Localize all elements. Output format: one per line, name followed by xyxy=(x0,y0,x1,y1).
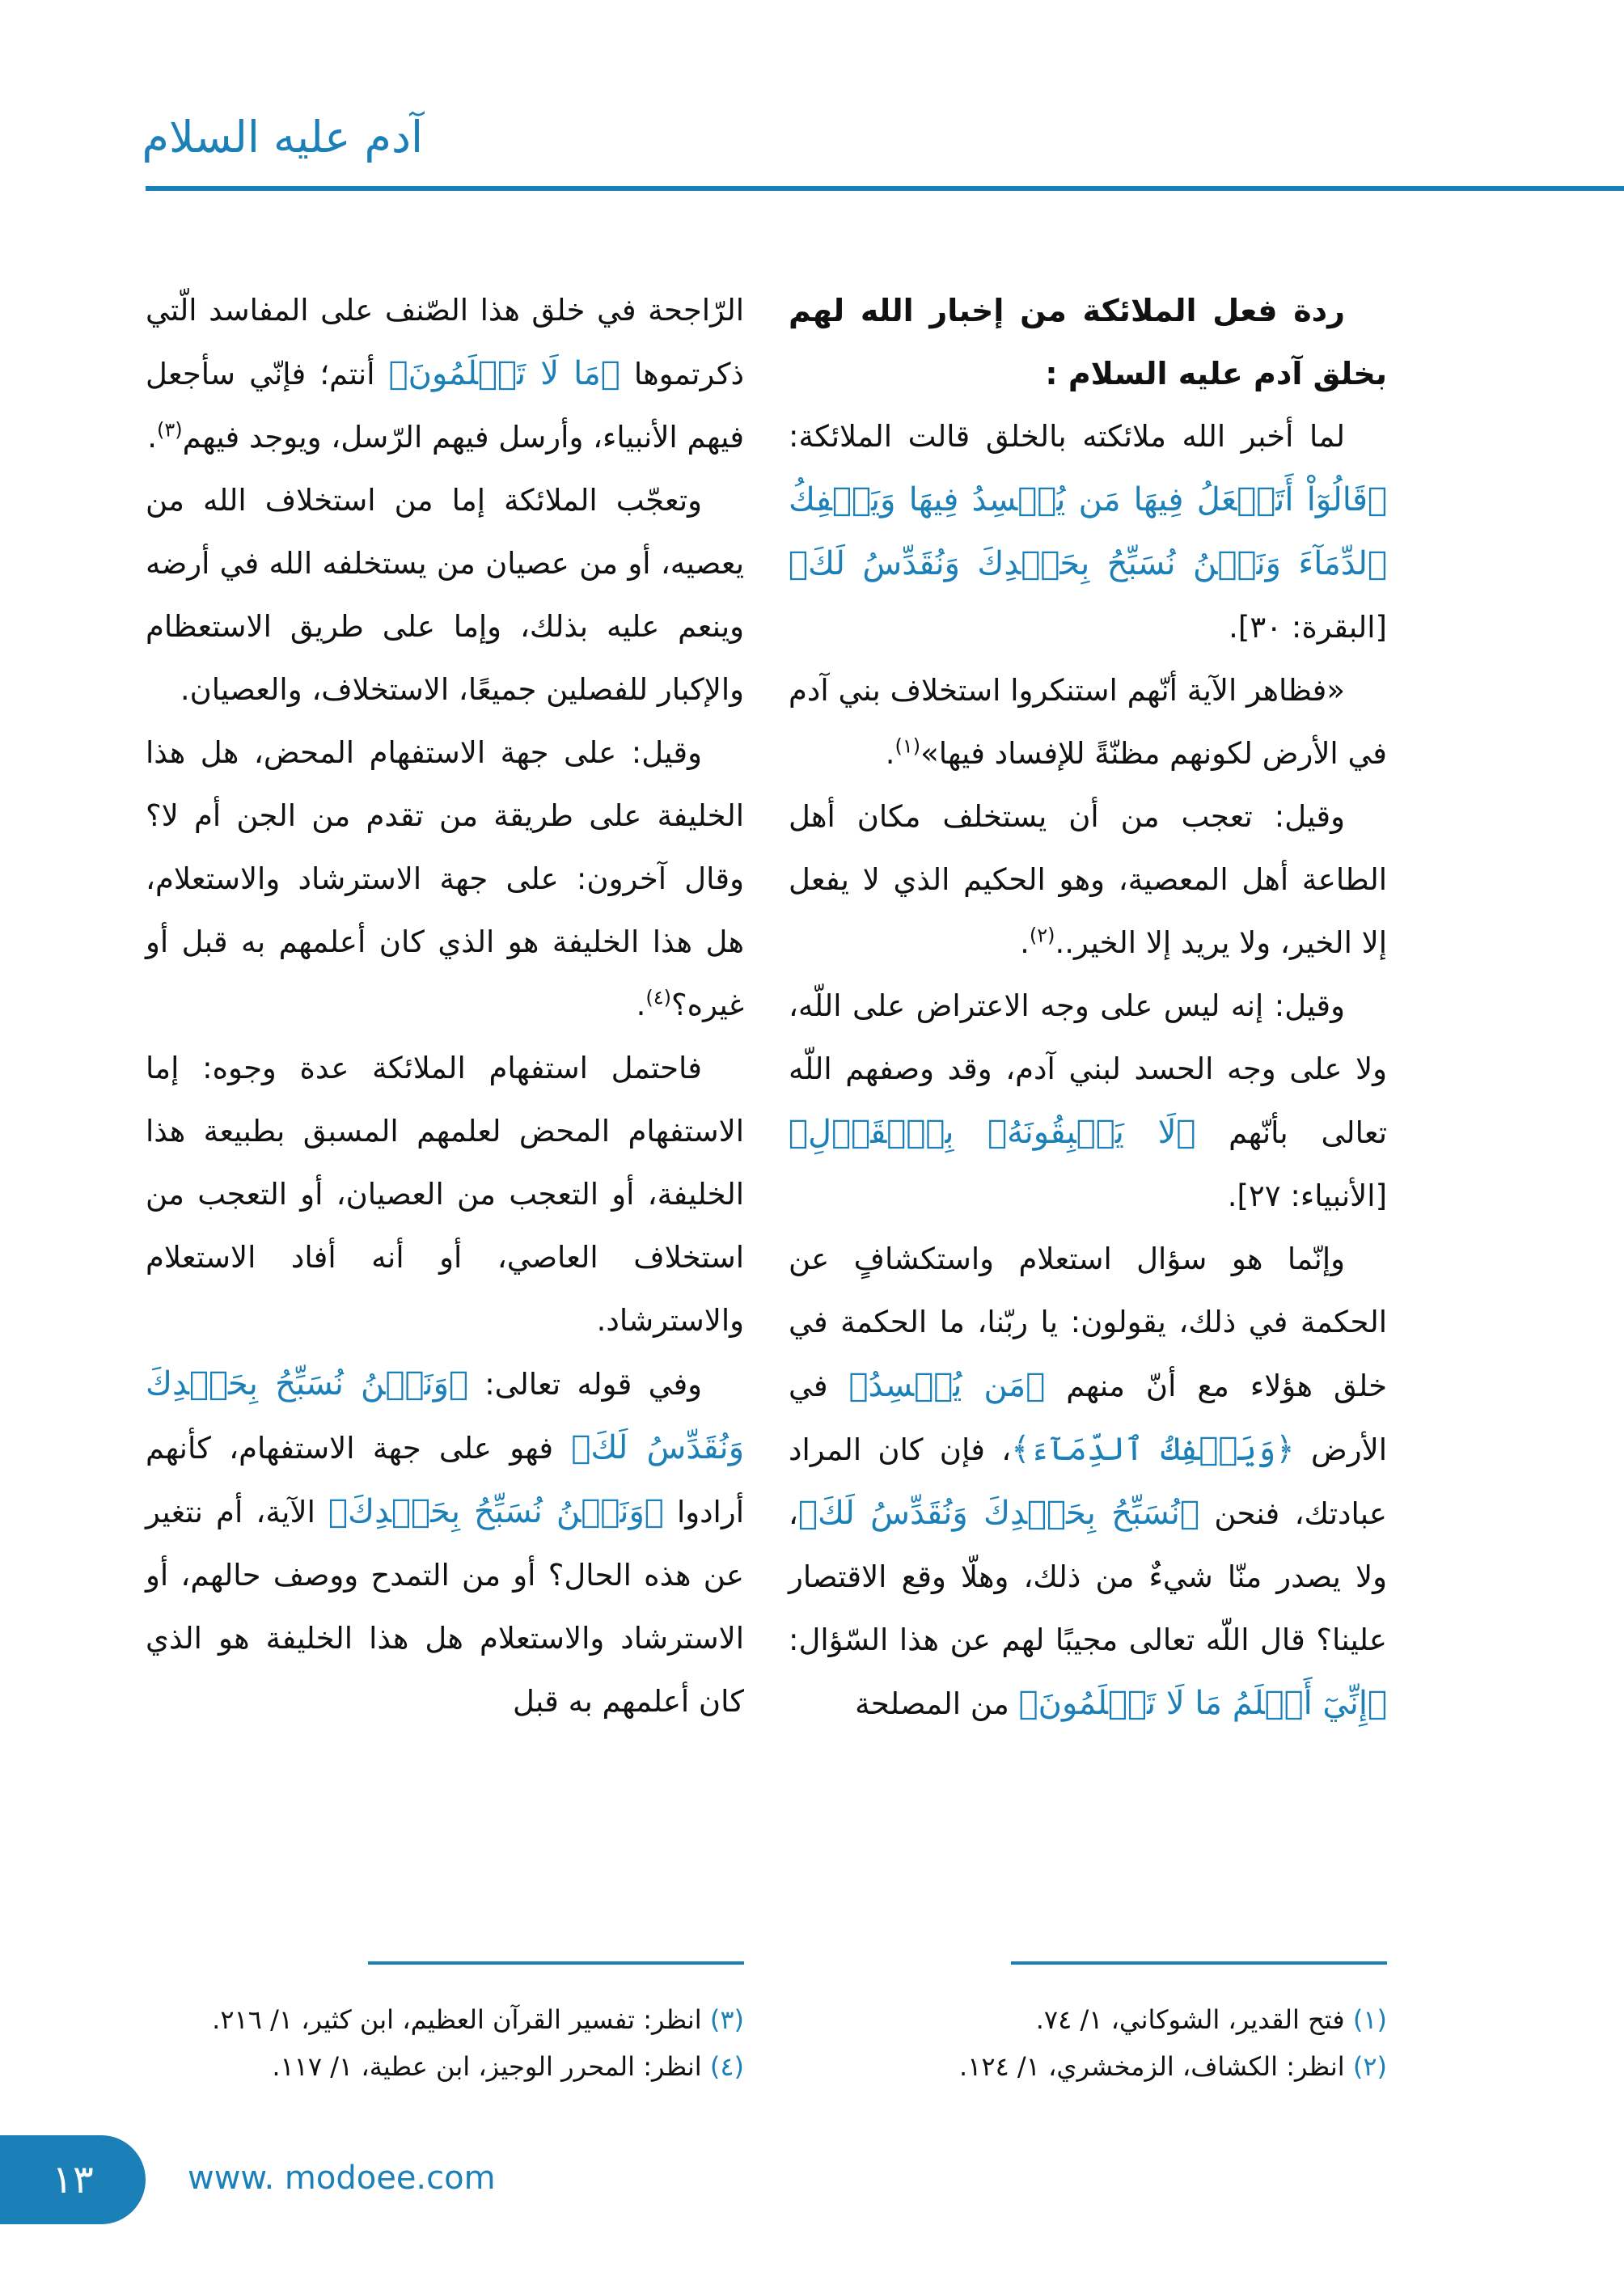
footnote xyxy=(1036,1998,1387,2041)
paragraph: وقيل: على جهة الاستفهام المحض، هل هذا الخليفة على طريقة من تقدم من الجن أم لا؟ وقال آخرون: على جهة الاسترشاد والاستعلام، هل هذا الخليفة هو الذي كان أعلمهم به قبل أو غيره؟$^{(٤)}$. xyxy=(146,735,744,1022)
body-text: وقيل: تعجب من أن يستخلف مكان أهل الطاعة أهل المعصية، وهو الحكيم الذي لا يفعل إلا الخير، ولا يريد إلا الخير.. xyxy=(789,799,1387,960)
footnote-number: (٤) xyxy=(709,2051,744,2082)
body-text: وإنّما هو سؤال استعلام واستكشافٍ عن الحكمة في ذلك، يقولون: يا ربّنا، ما الحكمة في خلق هؤلاء مع أنّ منهم xyxy=(789,1242,1388,1403)
footnote xyxy=(959,2045,1387,2088)
body-text: الآية، أم نتغير عن هذه الحال؟ أو من التمدح ووصف حالهم، أو الاسترشاد والاستعلام هل هذا الخليفة هو الذي كان أعلمهم به قبل xyxy=(146,1495,744,1719)
section-heading: ردة فعل الملائكة من إخبار الله لهم بخلق آدم عليه السلام : xyxy=(789,293,1387,391)
verse-reference: [الأنبياء: ٢٧]. xyxy=(1227,1178,1387,1213)
footnote-text: انظر: تفسير القرآن العظيم، ابن كثير، ١/ ٢١٦. xyxy=(212,2004,702,2035)
footnote-text: انظر: الكشاف، الزمخشري، ١/ ١٢٤. xyxy=(959,2051,1345,2082)
paragraph: فاحتمل استفهام الملائكة عدة وجوه: إما الاستفهام المحض لعلمهم المسبق بطبيعة هذا الخليفة، أو التعجب من العصيان، أو التعجب من استخلاف العاصي، أو أنه أفاد الاستعلام والاسترشاد. xyxy=(146,1051,744,1338)
quran-verse: ﴿وَنَحۡنُ نُسَبِّحُ بِحَمۡدِكَ﴾ xyxy=(328,1493,664,1530)
paragraph: «فظاهر الآية أنّهم استنكروا استخلاف بني آدم في الأرض لكونهم مظنّةً للإفساد فيها»$^{(١)}$. xyxy=(789,673,1387,771)
quran-verse: ﴿نُسَبِّحُ بِحَمۡدِكَ وَنُقَدِّسُ لَكَ﴾ xyxy=(797,1495,1199,1532)
footnote xyxy=(272,2045,744,2088)
body-text: من المصلحة xyxy=(855,1686,1009,1721)
body-text: فهو على جهة الاستفهام، كأنهم أرادوا xyxy=(146,1431,744,1529)
quran-verse: ﴿إِنِّيٓ أَعۡلَمُ مَا لَا تَعۡلَمُونَ﴾ xyxy=(1018,1685,1387,1722)
paragraph: الرّاجحة في خلق هذا الصّنف على المفاسد الّتي ذكرتموها ﴿مَا لَا تَعۡلَمُونَ﴾ أنتم؛ فإنّي سأجعل فيهم الأنبياء، وأرسل فيهم الرّسل، ويوجد فيهم$^{(٣)}$. xyxy=(146,293,744,455)
quran-verse: ﴿قَالُوٓاْ أَتَجۡعَلُ فِيهَا مَن يُفۡسِدُ فِيهَا وَيَسۡفِكُ ٱلدِّمَآءَ وَنَحۡنُ نُسَبِّحُ بِحَمۡدِكَ وَنُقَدِّسُ لَكَ﴾ xyxy=(789,481,1387,582)
paragraph xyxy=(789,1228,1387,1736)
footnote-marker: (٢) xyxy=(1029,924,1055,947)
left-column xyxy=(146,279,744,1733)
body-text: «فظاهر الآية أنّهم استنكروا استخلاف بني آدم في الأرض لكونهم مظنّةً للإفساد فيها» xyxy=(789,673,1387,771)
footnote-marker: (١) xyxy=(894,734,921,758)
quran-verse: ﴿مَن يُفۡسِدُ﴾ xyxy=(848,1367,1046,1404)
paragraph xyxy=(789,975,1387,1228)
footnote-marker: (٤) xyxy=(645,986,672,1009)
page-number: ١٣ xyxy=(52,2157,94,2202)
footnote-number: (٣) xyxy=(709,2004,744,2035)
footnote-text: انظر: المحرر الوجيز، ابن عطية، ١/ ١١٧. xyxy=(272,2051,702,2082)
footnote-text: فتح القدير، الشوكاني، ١/ ٧٤. xyxy=(1035,2004,1345,2035)
body-text: وقيل: على جهة الاستفهام المحض، هل هذا الخليفة على طريقة من تقدم من الجن أم لا؟ وقال آخرون: على جهة الاسترشاد والاستعلام، هل هذا الخليفة هو الذي كان أعلمهم به قبل أو غيره؟ xyxy=(146,735,744,1022)
body-text: الرّاجحة في خلق هذا الصّنف على المفاسد الّتي ذكرتموها xyxy=(146,293,744,391)
body-text: لما أخبر الله ملائكته بالخلق قالت الملائكة: xyxy=(789,419,1345,454)
body-text: ، فإن كان المراد عبادتك، فنحن xyxy=(789,1432,1388,1531)
body-text: وقيل: إنه ليس على وجه الاعتراض على اللّه، ولا على وجه الحسد لبني آدم، وقد وصفهم اللّه تعالى بأنّهم xyxy=(789,988,1387,1150)
website-link[interactable]: www. modoee.com xyxy=(188,2160,496,2197)
paragraph: وتعجّب الملائكة إما من استخلاف الله من يعصيه، أو من عصيان من يستخلفه الله في أرضه وينعم عليه بذلك، وإما على طريق الاستعظام والإكبار للفصلين جميعًا، الاستخلاف، والعصيان. xyxy=(146,483,744,707)
quran-verse: ﴿مَا لَا تَعۡلَمُونَ﴾ xyxy=(388,355,620,392)
footnote-number: (٢) xyxy=(1352,2051,1387,2082)
quran-verse: ﴿وَيَسۡفِكُ ٱلدِّمَآءَ﴾ xyxy=(1011,1431,1295,1468)
body-text: وفي قوله تعالى: xyxy=(484,1367,702,1402)
header-divider xyxy=(146,186,1624,191)
footnote-marker: (٣) xyxy=(157,418,183,442)
footnote-divider xyxy=(1011,1961,1387,1965)
right-column xyxy=(789,279,1387,1736)
body-text: في الأرض xyxy=(789,1369,1387,1467)
page-number-tab xyxy=(0,2135,146,2224)
body-text: ، ولا يصدر منّا شيءٌ من ذلك، وهلّا وقع الاقتصار علينا؟ قال اللّه تعالى مجيبًا لهم عن هذا السّؤال: xyxy=(789,1496,1387,1657)
paragraph: وقيل: تعجب من أن يستخلف مكان أهل الطاعة أهل المعصية، وهو الحكيم الذي لا يفعل إلا الخير، ولا يريد إلا الخير..$^{(٢)}$. xyxy=(789,799,1387,960)
quran-verse: ﴿وَنَحۡنُ نُسَبِّحُ بِحَمۡدِكَ وَنُقَدِّسُ لَكَ﴾ xyxy=(146,1365,745,1466)
body-text: أنتم؛ فإنّي سأجعل فيهم الأنبياء، وأرسل فيهم الرّسل، ويوجد فيهم xyxy=(146,357,744,455)
footnote-number: (١) xyxy=(1352,2004,1387,2035)
footnote xyxy=(212,1998,744,2041)
quran-verse: ﴿لَا يَسۡبِقُونَهُۥ بِٱلۡقَوۡلِ﴾ xyxy=(789,1114,1196,1151)
footnote-divider xyxy=(368,1961,744,1965)
verse-reference: [البقرة: ٣٠]. xyxy=(1229,610,1387,645)
paragraph xyxy=(789,405,1387,659)
page-header-title: آدم عليه السلام xyxy=(142,112,423,163)
paragraph xyxy=(146,1352,744,1733)
